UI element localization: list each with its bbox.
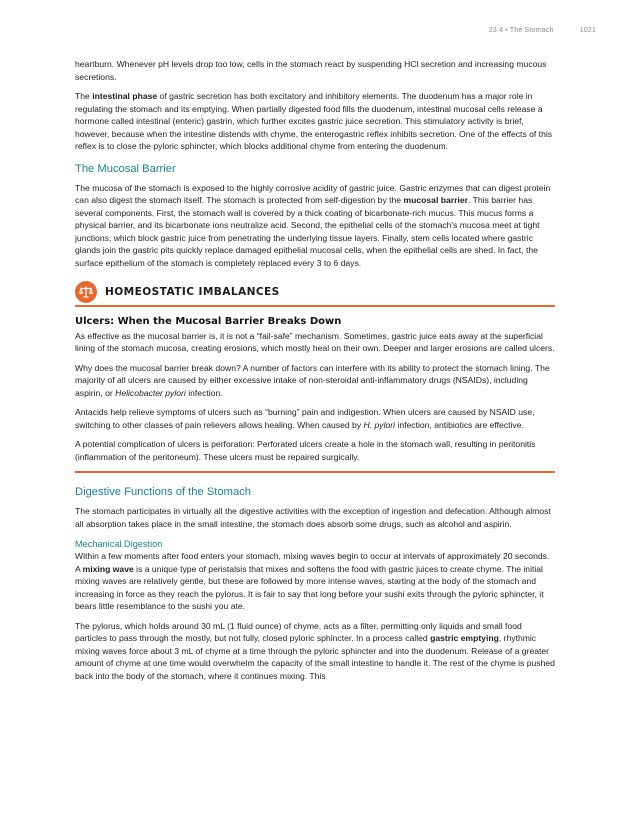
text-run: Within a few moments after food enters your stomach, mixing waves begin to occur at intervals of approximately 20 seconds. A [75,551,550,574]
page-content [75,58,555,689]
term-intestinal-phase: intestinal phase [92,91,158,101]
text-run: infection. [185,387,223,398]
term-helicobacter-pylori: Helicobacter pylori [115,387,186,398]
paragraph-heartburn: heartburn. Whenever pH levels drop too low, cells in the stomach react by suspending HCl secretion and increasing mucous secretions. [75,59,547,82]
page-number: 1021 [579,25,596,34]
paragraph-intestinal-phase [75,90,555,153]
box-paragraph-2 [75,362,555,400]
paragraph-digestive-functions: The stomach participates in virtually all the digestive activities with the exception of ingestion and defecation. Although almost all absorption takes place in the small intestine, the stomach does absorb some drugs, such as alcohol and aspirin. [75,506,551,529]
term-mixing-wave: mixing wave [82,563,134,574]
box-paragraph-4: A potential complication of ulcers is perforation: Perforated ulcers create a hole in the stomach wall, resulting in peritonitis (inflammation of the peritoneum). These ulcers must be repaired surgically. [75,439,536,462]
term-gastric-emptying: gastric emptying [430,633,499,643]
homeostatic-imbalances-header [75,281,555,307]
text-run: The pylorus, which holds around 30 mL (1 fluid ounce) of chyme, acts as a filter, permitting only liquids and small food particles to pass through the mostly, but not fully, closed pyloric sphincter. In a process called [75,620,522,643]
text-run: infection, antibiotics are effective. [395,419,524,430]
heading-digestive-functions: Digestive Functions of the Stomach [75,486,251,498]
text-run: , rhythmic mixing waves force about 3 mL of chyme at a time through the pyloric sphincter and into the duodenum. Release of a greater amount of chyme at one time would overwhelm the capacity of the small intestine to handle it. The rest of the chyme is pushed back into the body of the stomach, where it continues mixing. This [75,633,555,681]
running-head-section: 23.4 • The Stomach [488,25,554,34]
text-run: Antacids help relieve symptoms of ulcers such as “burning” pain and indigestion. When ulcers are caused by NSAID use, switching to other classes of pain relievers allows healing. When caused by [75,407,535,430]
paragraph-gastric-emptying [75,620,555,683]
box-paragraph-3 [75,406,555,431]
scale-balance-icon [75,281,97,303]
term-h-pylori: H. pylori [363,419,396,430]
text-run: of gastric secretion has both excitatory and inhibitory elements. The duodenum has a major role in regulating the stomach and its emptying. When partially digested food fills the duodenum, intestinal mucosal cells release a hormone called intestinal (enteric) gastrin, which further excites gastric juice secretion. This stimulatory activity is brief, however, because when the intestine distends with chyme, the enterogastric reflex inhibits secretion. One of the effects of this reflex is to close the pyloric sphincter, which blocks additional chyme from entering the duodenum. [75,91,553,151]
text-run: The mucosa of the stomach is exposed to the highly corrosive acidity of gastric juice. Gastric enzymes that can digest protein can also digest the stomach itself. The stomach is protected from self-digestion by the [75,182,551,205]
box-subtitle: Ulcers: When the Mucosal Barrier Breaks Down [75,316,342,327]
text-run: Why does the mucosal barrier break down? A number of factors can interfere with its ability to protect the stomach lining. The majority of all ulcers are caused by either excessive intake of non-steroidal anti-inflammatory drugs (NSAIDs), including aspirin, or [75,362,550,398]
running-head [489,25,596,34]
text-run: The [75,91,93,101]
text-run: is a unique type of peristalsis that mixes and softens the food with gastric juices to create chyme. The initial mixing waves are relatively gentle, but these are followed by more intense waves, starting at the body of the stomach and increasing in force as they reach the pylorus. It is fair to say that long before your sushi exits through the pyloric sphincter, it bears little resemblance to the sushi you ate. [75,563,544,611]
term-mucosal-barrier: mucosal barrier [403,195,468,205]
paragraph-mixing-wave [75,550,555,613]
box-title: HOMEOSTATIC IMBALANCES [105,285,280,298]
heading-mucosal-barrier: The Mucosal Barrier [75,162,176,175]
text-run: . This barrier has several components. First, the stomach wall is covered by a thick coating of bicarbonate-rich mucus. This mucus forms a physical barrier, and its bicarbonate ions neutralize acid. Second, the epithelial cells of the stomach's mucosa meet at tight junctions, which block gastric juice from penetrating the underlying tissue layers. Finally, stem cells located where gastric glands join the gastric pits quickly replace damaged epithelial mucosal cells, when the epithelial cells are shed. In fact, the surface epithelium of the stomach is completely replaced every 3 to 6 days. [75,195,540,268]
paragraph-mucosal-barrier [75,182,555,270]
box-paragraph-1: As effective as the mucosal barrier is, it is not a “fail-safe” mechanism. Sometimes, gastric juice eats away at the superficial lining of the stomach mucosa, creating erosions, which mostly heal on their own. Deeper and larger erosions are called ulcers. [75,330,555,353]
box-end-rule [75,471,555,473]
heading-mechanical-digestion: Mechanical Digestion [75,539,163,549]
